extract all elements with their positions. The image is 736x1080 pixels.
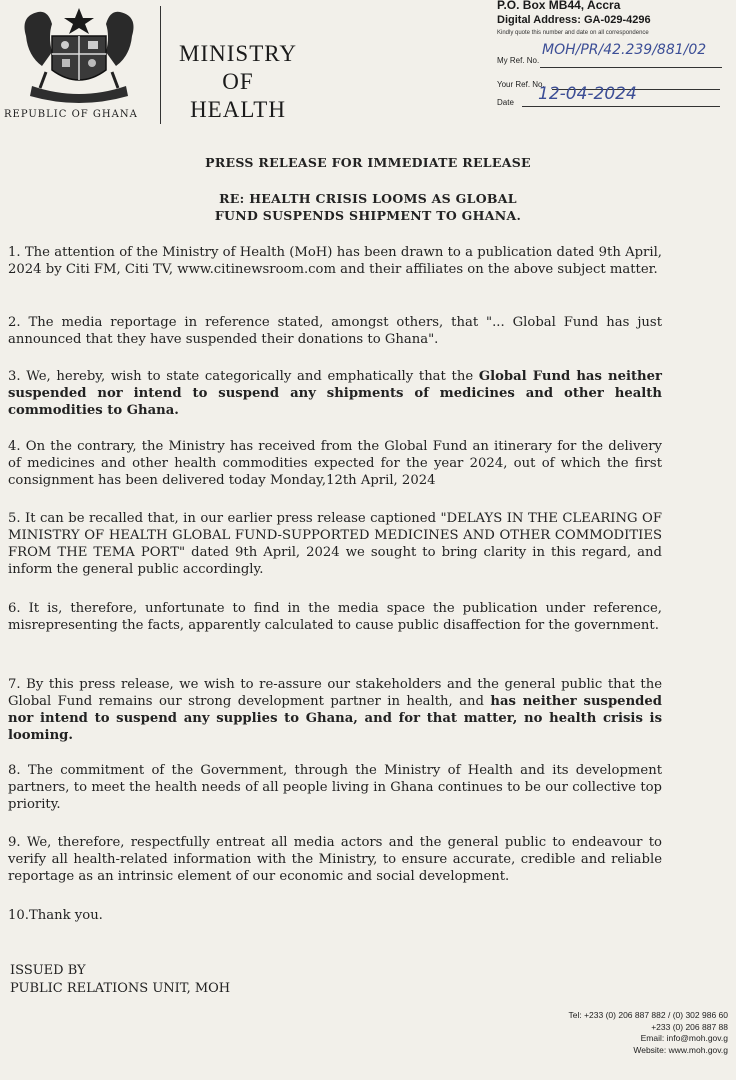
paragraph-bold-text: Global Fund has neither suspended nor intend to suspend any shipments of medicines and other health commodities to Ghana. <box>8 369 662 418</box>
footer-website: Website: www.moh.gov.g <box>633 1044 728 1055</box>
date-label: Date <box>497 98 514 107</box>
your-ref-label: Your Ref. No. <box>497 80 545 89</box>
issued-unit: PUBLIC RELATIONS UNIT, MOH <box>10 981 231 996</box>
address-block <box>497 0 651 38</box>
footer-tel-2: +233 (0) 206 887 88 <box>651 1021 728 1032</box>
paragraph-9 <box>8 834 662 885</box>
paragraph-text: 3. We, hereby, wish to state categorically and emphatically that the <box>8 369 479 384</box>
my-ref-label: My Ref. No. <box>497 56 540 65</box>
press-release-title: PRESS RELEASE FOR IMMEDIATE RELEASE <box>205 155 531 170</box>
my-ref-value: MOH/PR/42.239/881/02 <box>542 42 707 58</box>
paragraph-text: 1. The attention of the Ministry of Health (MoH) has been drawn to a publication dated 9th April, 2024 by Citi FM, Citi TV, www.citinewsroom.com and their affiliates on the above subject matter. <box>8 245 662 277</box>
paragraph-bold-text: has neither suspended nor intend to suspend any supplies to Ghana, and for that matter, no health crisis is looming. <box>8 694 662 743</box>
paragraph-4 <box>8 438 662 489</box>
footer-email: Email: info@moh.gov.g <box>640 1033 728 1043</box>
paragraph-text: 4. On the contrary, the Ministry has received from the Global Fund an itinerary for the delivery of medicines and other health commodities expected for the year 2024, out of which the first consignment has been delivered today Monday,12th April, 2024 <box>8 439 662 488</box>
my-ref-underline <box>540 67 722 68</box>
contact-footer <box>569 1010 729 1056</box>
quote-note: Kindly quote this number and date on all correspondence <box>497 30 649 36</box>
ministry-line: HEALTH <box>190 97 286 122</box>
paragraph-text: 5. It can be recalled that, in our earlier press release captioned "DELAYS IN THE CLEARING OF MINISTRY OF HEALTH GLOBAL FUND-SUPPORTED MEDICINES AND OTHER COMMODITIES FROM THE TEMA PORT" dated 9th April, 2024 we sought to bring clarity in this regard, and inform the general public accordingly. <box>8 511 662 577</box>
paragraph-text: 8. The commitment of the Government, through the Ministry of Health and its development partners, to meet the health needs of all people living in Ghana continues to be our collective top priority. <box>8 763 662 812</box>
footer-tel: Tel: +233 (0) 206 887 882 / (0) 302 986 60 <box>568 1010 728 1020</box>
paragraph-text: 2. The media reportage in reference stated, amongst others, that "... Global Fund has just announced that they have suspended their donations to Ghana". <box>8 315 662 347</box>
header-divider <box>160 6 161 124</box>
issued-by: ISSUED BY <box>10 963 86 978</box>
paragraph-6 <box>8 600 662 634</box>
po-box: P.O. Box MB44, Accra <box>497 0 621 12</box>
paragraph-10 <box>8 907 662 924</box>
ghana-coat-of-arms-icon <box>18 6 140 106</box>
subject-line: FUND SUSPENDS SHIPMENT TO GHANA. <box>214 208 522 223</box>
ministry-line: OF <box>222 69 254 94</box>
paragraph-text: 6. It is, therefore, unfortunate to find in the media space the publication under reference, misrepresenting the facts, apparently calculated to cause public disaffection for the government. <box>8 601 662 633</box>
date-underline <box>522 106 720 107</box>
subject-line: RE: HEALTH CRISIS LOOMS AS GLOBAL <box>219 191 517 206</box>
paragraph-7 <box>8 676 662 744</box>
paragraph-text: 7. By this press release, we wish to re-assure our stakeholders and the general public that the Global Fund remains our strong development partner in health, and <box>8 677 662 709</box>
paragraph-text: 10.Thank you. <box>8 908 103 923</box>
paragraph-1 <box>8 244 662 278</box>
digital-address: Digital Address: GA-029-4296 <box>497 14 651 26</box>
date-value: 12-04-2024 <box>538 84 637 104</box>
paragraph-3 <box>8 368 662 419</box>
ministry-line: MINISTRY <box>179 41 297 66</box>
paragraph-5 <box>8 510 662 578</box>
paragraph-text: 9. We, therefore, respectfully entreat all media actors and the general public to endeavour to verify all health-related information with the Ministry, to ensure accurate, credible and reliable reportage as an intrinsic element of our economic and social development. <box>8 835 662 884</box>
republic-label: REPUBLIC OF GHANA <box>4 109 138 120</box>
paragraph-8 <box>8 762 662 813</box>
paragraph-2 <box>8 314 662 348</box>
ministry-title <box>170 40 306 124</box>
